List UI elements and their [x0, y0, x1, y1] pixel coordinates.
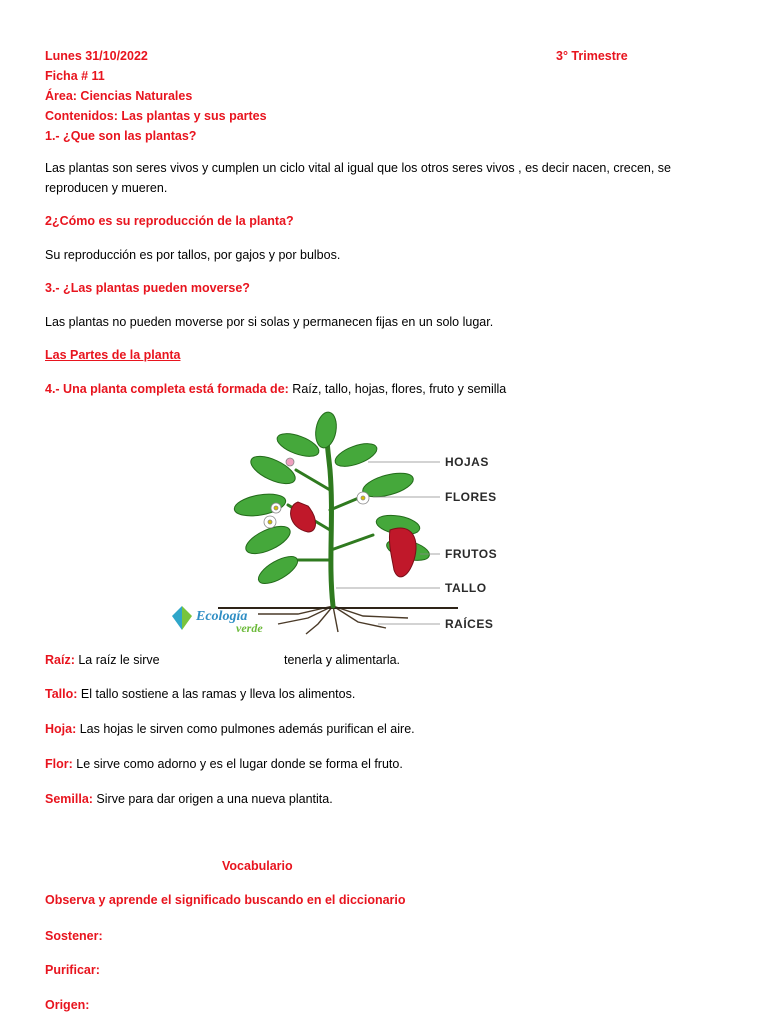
question-4-line — [45, 381, 506, 397]
part-term: Flor: — [45, 757, 73, 771]
part-term: Semilla: — [45, 792, 93, 806]
label-frutos: FRUTOS — [445, 547, 498, 561]
vocab-title: Vocabulario — [222, 859, 293, 873]
vocab-instruction: Observa y aprende el significado buscando en el diccionario — [45, 893, 406, 907]
part-desc: Las hojas le sirven como pulmones además purifican el aire. — [76, 722, 415, 736]
part-tallo — [45, 686, 355, 702]
vocab-word-purificar: Purificar: — [45, 963, 100, 977]
part-desc: Sirve para dar origen a una nueva plantita. — [92, 792, 333, 806]
part-desc: Le sirve como adorno y es el lugar donde se forma el fruto. — [72, 757, 403, 771]
label-tallo: TALLO — [445, 581, 487, 595]
area: Área: Ciencias Naturales — [45, 89, 193, 103]
part-hoja — [45, 721, 415, 737]
vocab-word-sostener: Sostener: — [45, 929, 103, 943]
question-1: 1.- ¿Que son las plantas? — [45, 129, 197, 143]
label-hojas: HOJAS — [445, 455, 489, 469]
part-semilla — [45, 791, 333, 807]
part-raiz — [45, 652, 160, 668]
part-raiz-desc-end: tenerla y alimentarla. — [284, 653, 401, 667]
term: 3° Trimestre — [556, 49, 628, 63]
part-desc: La raíz le sirve — [74, 653, 160, 667]
answer-4: Raíz, tallo, hojas, flores, fruto y semilla — [288, 382, 507, 396]
question-2: 2¿Cómo es su reproducción de la planta? — [45, 214, 294, 228]
answer-2: Su reproducción es por tallos, por gajos y por bulbos. — [45, 248, 341, 262]
question-3: 3.- ¿Las plantas pueden moverse? — [45, 281, 250, 295]
date: Lunes 31/10/2022 — [45, 49, 148, 63]
answer-3: Las plantas no pueden moverse por si solas y permanecen fijas en un solo lugar. — [45, 315, 494, 329]
label-raices: RAÍCES — [445, 617, 494, 631]
answer-1: Las plantas son seres vivos y cumplen un ciclo vital al igual que los otros seres vivos , es decir nacen, crecen, se reproducen y mueren. — [45, 161, 672, 195]
ficha-number: Ficha # 11 — [45, 69, 105, 83]
question-4: 4.- Una planta completa está formada de: — [45, 382, 289, 396]
section-title: Las Partes de la planta — [45, 348, 181, 362]
part-flor — [45, 756, 403, 772]
plant-parts-diagram — [158, 410, 544, 636]
part-term: Raíz: — [45, 653, 75, 667]
svg-text:Ecología: Ecología — [196, 609, 248, 624]
vocab-word-origen: Origen: — [45, 998, 90, 1012]
svg-text:verde: verde — [236, 621, 263, 635]
label-flores: FLORES — [445, 490, 497, 504]
part-term: Tallo: — [45, 687, 78, 701]
contenidos: Contenidos: Las plantas y sus partes — [45, 109, 267, 123]
part-desc: El tallo sostiene a las ramas y lleva los alimentos. — [77, 687, 356, 701]
part-term: Hoja: — [45, 722, 77, 736]
